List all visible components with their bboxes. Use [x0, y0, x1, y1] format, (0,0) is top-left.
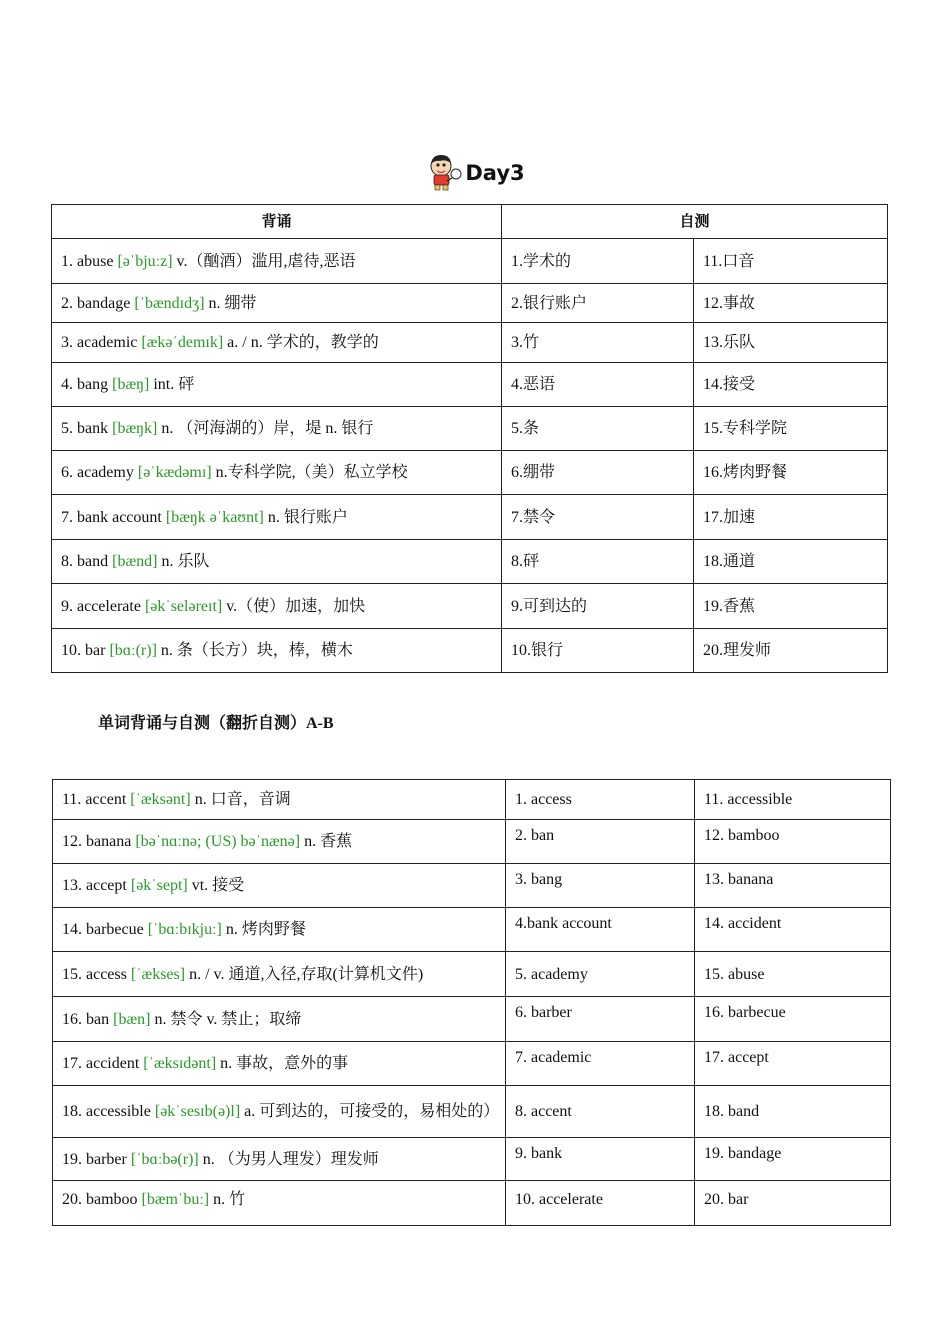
entry-number: 12. — [62, 833, 82, 850]
word-entry — [53, 1086, 506, 1138]
test-cell: 4.恶语 — [502, 363, 694, 407]
word-entry — [53, 1138, 506, 1181]
test-cell: 12.事故 — [694, 284, 888, 323]
test-cell: 5. academy — [506, 952, 695, 997]
table-row — [53, 864, 891, 908]
entry-word: accessible — [86, 1103, 151, 1120]
table-row — [52, 239, 888, 284]
test-cell: 3. bang — [506, 864, 695, 908]
entry-number: 3. — [61, 334, 73, 351]
test-cell: 11.口音 — [694, 239, 888, 284]
entry-definition: n. 银行账户 — [267, 508, 348, 526]
entry-definition: v.（使）加速，加快 — [226, 597, 366, 615]
entry-definition: vt. 接受 — [191, 877, 245, 894]
test-cell: 6. barber — [506, 997, 695, 1042]
entry-word: access — [86, 965, 127, 983]
word-entry — [53, 1042, 506, 1086]
test-cell: 13.乐队 — [694, 323, 888, 363]
entry-word: bamboo — [86, 1191, 138, 1208]
entry-phonetic: [ˈbændɪdʒ] — [134, 294, 205, 312]
word-entry — [52, 584, 502, 629]
table-row — [53, 1138, 891, 1181]
entry-number: 20. — [62, 1191, 82, 1208]
word-entry — [53, 780, 506, 820]
entry-phonetic: [əkˈseləreɪt] — [144, 597, 223, 615]
entry-phonetic: [ˈækses] — [130, 965, 186, 983]
word-entry — [52, 323, 502, 363]
entry-word: barbecue — [86, 921, 144, 938]
table-row — [52, 584, 888, 629]
entry-word: accent — [85, 791, 127, 808]
test-cell: 12. bamboo — [695, 820, 891, 864]
entry-definition: n. （为男人理发）理发师 — [202, 1150, 379, 1168]
entry-phonetic: [bæn] — [113, 1010, 151, 1028]
test-cell: 20. bar — [695, 1181, 891, 1226]
entry-word: bandage — [77, 294, 131, 312]
cartoon-boy-icon — [425, 153, 463, 193]
entry-phonetic: [ˈæksɪdənt] — [143, 1055, 217, 1072]
entry-number: 16. — [62, 1010, 82, 1028]
table-row — [52, 540, 888, 584]
entry-definition: n. 口音，音调 — [194, 791, 291, 808]
test-cell: 16. barbecue — [695, 997, 891, 1042]
test-cell: 5.条 — [502, 407, 694, 451]
entry-phonetic: [bɑː(r)] — [109, 642, 157, 659]
entry-definition: n. 事故，意外的事 — [220, 1055, 349, 1072]
entry-definition: int. 砰 — [153, 376, 195, 393]
entry-phonetic: [ˈæksənt] — [130, 791, 191, 808]
entry-definition: n. 禁令 v. 禁止；取缔 — [154, 1010, 302, 1028]
word-entry — [52, 407, 502, 451]
entry-number: 11. — [62, 791, 82, 808]
test-cell: 13. banana — [695, 864, 891, 908]
entry-definition: v.（酗酒）滥用,虐待,恶语 — [176, 252, 356, 270]
section-heading: 单词背诵与自测（翻折自测）A-B — [98, 715, 334, 732]
entry-number: 10. — [61, 642, 81, 659]
table-row — [53, 997, 891, 1042]
table-row — [53, 780, 891, 820]
word-entry — [52, 284, 502, 323]
word-entry — [53, 1181, 506, 1226]
test-cell: 7.禁令 — [502, 495, 694, 540]
word-entry — [52, 239, 502, 284]
entry-definition: n. 绷带 — [208, 294, 257, 312]
entry-number: 15. — [62, 965, 82, 983]
entry-number: 8. — [61, 553, 73, 570]
test-cell: 16.烤肉野餐 — [694, 451, 888, 495]
test-cell: 14. accident — [695, 908, 891, 952]
test-cell: 10. accelerate — [506, 1181, 695, 1226]
entry-word: barber — [86, 1150, 127, 1168]
entry-phonetic: [əˈbjuːz] — [117, 252, 173, 270]
test-cell: 10.银行 — [502, 629, 694, 673]
entry-word: band — [77, 553, 109, 570]
table-row — [52, 323, 888, 363]
entry-number: 17. — [62, 1055, 82, 1072]
entry-definition: n. 条（长方）块，棒，横木 — [160, 642, 353, 659]
entry-definition: n. 香蕉 — [304, 833, 353, 850]
table-row — [52, 407, 888, 451]
word-entry — [52, 629, 502, 673]
test-cell: 17.加速 — [694, 495, 888, 540]
test-cell: 17. accept — [695, 1042, 891, 1086]
test-cell: 2.银行账户 — [502, 284, 694, 323]
table-row — [53, 1181, 891, 1226]
entry-definition: n. 烤肉野餐 — [225, 921, 306, 938]
entry-word: accelerate — [77, 597, 141, 615]
entry-number: 2. — [61, 294, 73, 312]
entry-phonetic: [bæŋk əˈkaʊnt] — [165, 508, 264, 526]
test-cell: 9.可到达的 — [502, 584, 694, 629]
entry-phonetic: [bæmˈbuː] — [141, 1191, 210, 1208]
entry-phonetic: [bəˈnɑːnə; (US) bəˈnænə] — [135, 833, 301, 850]
word-entry — [52, 363, 502, 407]
entry-definition: n. / v. 通道,入径,存取(计算机文件) — [189, 965, 424, 983]
recite-table — [51, 204, 888, 673]
test-cell: 8. accent — [506, 1086, 695, 1138]
entry-word: accident — [86, 1055, 140, 1072]
header-recite: 背诵 — [52, 205, 502, 239]
test-cell: 19.香蕉 — [694, 584, 888, 629]
word-entry — [53, 997, 506, 1042]
test-cell: 4.bank account — [506, 908, 695, 952]
test-cell: 1.学术的 — [502, 239, 694, 284]
entry-phonetic: [ækəˈdemɪk] — [141, 334, 224, 351]
table-row — [52, 495, 888, 540]
word-entry — [52, 451, 502, 495]
entry-phonetic: [əˈkædəmɪ] — [137, 464, 212, 481]
entry-number: 5. — [61, 420, 73, 437]
entry-definition: a. / n. 学术的，教学的 — [227, 334, 379, 351]
entry-word: bank account — [77, 508, 162, 526]
word-entry — [53, 908, 506, 952]
page-title: Day3 — [465, 161, 525, 185]
entry-phonetic: [əkˈsesɪb(ə)l] — [154, 1103, 241, 1120]
entry-word: banana — [86, 833, 132, 850]
table-row — [53, 1086, 891, 1138]
entry-word: academic — [77, 334, 138, 351]
test-cell: 19. bandage — [695, 1138, 891, 1181]
test-cell: 2. ban — [506, 820, 695, 864]
entry-number: 9. — [61, 597, 73, 615]
test-cell: 18.通道 — [694, 540, 888, 584]
entry-definition: a. 可到达的，可接受的，易相处的） — [244, 1103, 500, 1120]
table-row — [52, 363, 888, 407]
entry-number: 4. — [61, 376, 73, 393]
table-row — [53, 1042, 891, 1086]
entry-phonetic: [ˈbɑːbə(r)] — [130, 1150, 199, 1168]
header-selftest: 自测 — [502, 205, 888, 239]
entry-word: academy — [77, 464, 134, 481]
entry-word: abuse — [77, 252, 114, 270]
test-cell: 8.砰 — [502, 540, 694, 584]
table-row — [52, 451, 888, 495]
test-cell: 9. bank — [506, 1138, 695, 1181]
entry-number: 19. — [62, 1150, 82, 1168]
entry-word: bang — [77, 376, 109, 393]
entry-number: 13. — [62, 877, 82, 894]
entry-number: 18. — [62, 1103, 82, 1120]
table-header-row — [52, 205, 888, 239]
word-entry — [53, 952, 506, 997]
test-cell: 18. band — [695, 1086, 891, 1138]
entry-word: ban — [86, 1010, 110, 1028]
test-cell: 11. accessible — [695, 780, 891, 820]
word-entry — [53, 864, 506, 908]
test-cell: 15.专科学院 — [694, 407, 888, 451]
entry-phonetic: [bæŋ] — [112, 376, 150, 393]
test-cell: 1. access — [506, 780, 695, 820]
test-cell: 20.理发师 — [694, 629, 888, 673]
entry-number: 7. — [61, 508, 73, 526]
test-cell: 7. academic — [506, 1042, 695, 1086]
word-entry — [52, 495, 502, 540]
table-row — [52, 284, 888, 323]
entry-number: 14. — [62, 921, 82, 938]
entry-word: bar — [85, 642, 106, 659]
table-row — [53, 952, 891, 997]
entry-definition: n.专科学院,（美）私立学校 — [215, 464, 408, 481]
entry-word: accept — [86, 877, 127, 894]
entry-number: 1. — [61, 252, 73, 270]
table-row — [52, 629, 888, 673]
fold-test-table — [52, 779, 891, 1226]
table-row — [53, 908, 891, 952]
test-cell: 14.接受 — [694, 363, 888, 407]
entry-definition: n. 竹 — [213, 1191, 246, 1208]
word-entry — [52, 540, 502, 584]
test-cell: 6.绷带 — [502, 451, 694, 495]
table-row — [53, 820, 891, 864]
test-cell: 15. abuse — [695, 952, 891, 997]
title-area — [0, 152, 950, 194]
entry-number: 6. — [61, 464, 73, 481]
entry-phonetic: [əkˈsept] — [130, 877, 188, 894]
entry-phonetic: [bænd] — [112, 553, 158, 570]
entry-phonetic: [bæŋk] — [112, 420, 158, 437]
entry-word: bank — [77, 420, 109, 437]
test-cell: 3.竹 — [502, 323, 694, 363]
entry-definition: n. 乐队 — [161, 553, 210, 570]
entry-definition: n. （河海湖的）岸，堤 n. 银行 — [161, 420, 374, 437]
entry-phonetic: [ˈbɑːbɪkjuː] — [147, 921, 222, 938]
word-entry — [53, 820, 506, 864]
